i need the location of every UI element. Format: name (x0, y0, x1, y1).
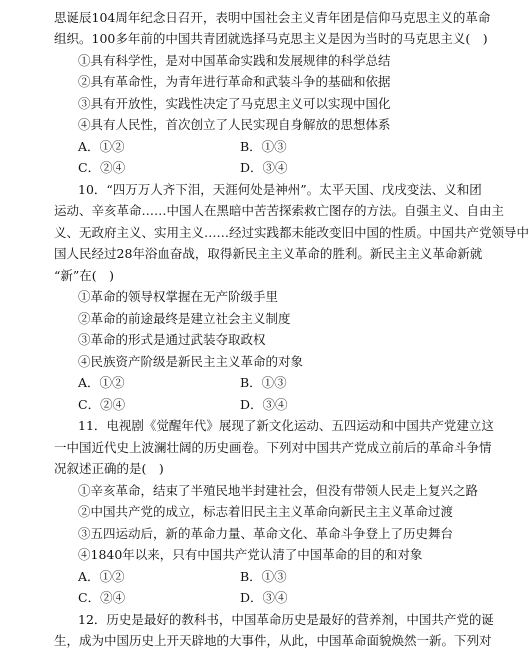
q9-option-d[interactable]: D．③④ (240, 160, 288, 175)
q10-option-c[interactable]: C．②④ (78, 397, 126, 412)
q9-text-line: 思诞辰104周年纪念日召开，表明中国社会主义青年团是信仰马克思主义的革命 (54, 10, 491, 25)
q10-statement-3: ③革命的形式是通过武装夺取政权 (78, 332, 266, 347)
q10-stem-line: 国人民经过28年浴血奋战，取得新民主主义革命的胜利。新民主主义革命新就 (54, 246, 483, 261)
q10-stem-line: 义、无政府主义、实用主义……经过实践都未能改变旧中国的性质。中国共产党领导中 (54, 225, 529, 240)
q10-stem-line: “新”在( ) (54, 268, 115, 283)
q9-statement-2: ②具有革命性，为青年进行革命和武装斗争的基础和依据 (78, 74, 391, 89)
q10-stem-line: 运动、辛亥革命……中国人在黑暗中苦苦探索救亡图存的方法。自强主义、自由主 (54, 203, 505, 218)
q9-statement-1: ①具有科学性，是对中国革命实践和发展规律的科学总结 (78, 53, 391, 68)
q11-option-b[interactable]: B．①③ (240, 569, 287, 584)
q12-stem-line: 生，成为中国历史上开天辟地的大事件，从此，中国革命面貌焕然一新。下列对 (54, 633, 492, 648)
q9-statement-4: ④具有人民性，首次创立了人民实现自身解放的思想体系 (78, 117, 391, 132)
q11-statement-3: ③五四运动后，新的革命力量、革命文化、革命斗争登上了历史舞台 (78, 526, 454, 541)
q10-stem-line: 10．“四万万人齐下泪，天涯何处是神州”。太平天国、戊戌变法、义和团 (78, 182, 482, 197)
q11-stem-line: 况叙述正确的是( ) (54, 461, 164, 476)
q11-stem-line: 11．电视剧《觉醒年代》展现了新文化运动、五四运动和中国共产党建立这 (78, 418, 494, 433)
q9-option-c[interactable]: C．②④ (78, 160, 126, 175)
q10-option-a[interactable]: A．①② (78, 375, 125, 390)
q11-option-c[interactable]: C．②④ (78, 590, 126, 605)
q10-option-b[interactable]: B．①③ (240, 375, 287, 390)
q11-statement-1: ①辛亥革命，结束了半殖民地半封建社会，但没有带领人民走上复兴之路 (78, 483, 479, 498)
q9-option-b[interactable]: B．①③ (240, 139, 287, 154)
q11-option-d[interactable]: D．③④ (240, 590, 288, 605)
q11-statement-4: ④1840年以来，只有中国共产党认清了中国革命的目的和对象 (78, 547, 423, 562)
q12-stem-line: 12．历史是最好的教科书，中国革命历史是最好的营养剂，中国共产党的诞 (78, 612, 494, 627)
q9-text-line: 组织。100多年前的中国共青团就选择马克思主义是因为当时的马克思主义( ) (54, 31, 488, 46)
q11-option-a[interactable]: A．①② (78, 569, 125, 584)
q10-option-d[interactable]: D．③④ (240, 397, 288, 412)
q11-statement-2: ②中国共产党的成立，标志着旧民主主义革命向新民主主义革命过渡 (78, 504, 454, 519)
q11-stem-line: 一中国近代史上波澜壮阔的历史画卷。下列对中国共产党成立前后的革命斗争情 (54, 440, 492, 455)
q9-statement-3: ③具有开放性，实践性决定了马克思主义可以实现中国化 (78, 96, 391, 111)
q10-statement-2: ②革命的前途最终是建立社会主义制度 (78, 311, 291, 326)
q10-statement-1: ①革命的领导权掌握在无产阶级手里 (78, 289, 279, 304)
q9-option-a[interactable]: A．①② (78, 139, 125, 154)
q10-statement-4: ④民族资产阶级是新民主主义革命的对象 (78, 354, 304, 369)
